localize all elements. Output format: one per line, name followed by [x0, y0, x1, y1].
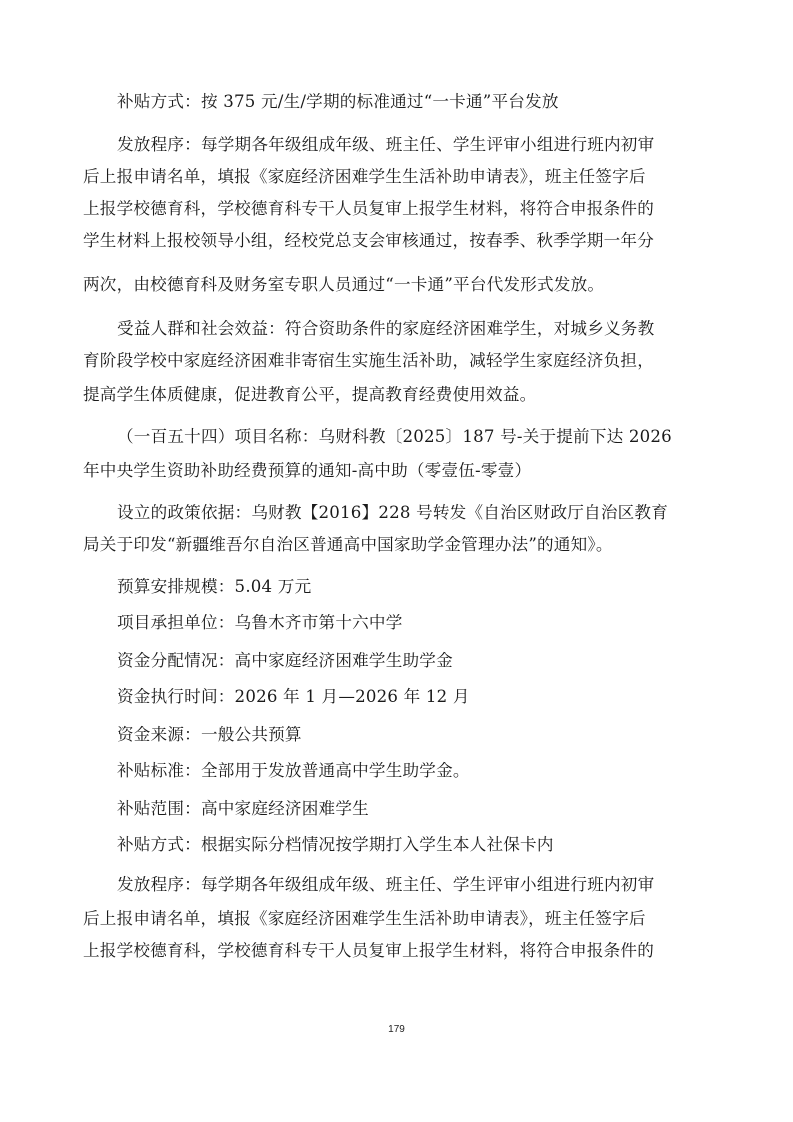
text-line: 预算安排规模：5.04 万元	[117, 577, 312, 596]
text-line: 提高学生体质健康，促进教育公平，提高教育经费使用效益。	[83, 385, 537, 404]
text-line: 补贴方式：根据实际分档情况按学期打入学生本人社保卡内	[117, 835, 554, 854]
text-line: 育阶段学校中家庭经济困难非寄宿生实施生活补助，减轻学生家庭经济负担，	[83, 351, 654, 370]
text-line: 补贴方式：按 375 元/生/学期的标准通过“一卡通”平台发放	[117, 92, 559, 111]
text-line: 学生材料上报校领导小组，经校党总支会审核通过，按春季、秋季学期一年分	[83, 231, 654, 250]
text-line: （一百五十四）项目名称：乌财科教〔2025〕187 号-关于提前下达 2026	[117, 427, 672, 446]
text-line: 后上报申请名单，填报《家庭经济困难学生生活补助申请表》，班主任签字后	[83, 167, 646, 186]
text-line: 年中央学生资助补助经费预算的通知-高中助（零壹伍-零壹）	[83, 461, 532, 480]
text-line: 补贴标准：全部用于发放普通高中学生助学金。	[117, 761, 470, 780]
text-line: 补贴范围：高中家庭经济困难学生	[117, 799, 369, 818]
text-line: 发放程序：每学期各年级组成年级、班主任、学生评审小组进行班内初审	[117, 135, 655, 154]
text-line: 资金执行时间：2026 年 1 月—2026 年 12 月	[117, 687, 470, 706]
text-line: 资金来源：一般公共预算	[117, 725, 302, 744]
text-line: 两次，由校德育科及财务室专职人员通过“一卡通”平台代发形式发放。	[83, 275, 605, 294]
text-line: 资金分配情况：高中家庭经济困难学生助学金	[117, 651, 453, 670]
text-line: 上报学校德育科，学校德育科专干人员复审上报学生材料，将符合申报条件的	[83, 941, 654, 960]
text-line: 发放程序：每学期各年级组成年级、班主任、学生评审小组进行班内初审	[117, 875, 655, 894]
text-line: 设立的政策依据：乌财教【2016】228 号转发《自治区财政厅自治区教育	[117, 503, 668, 522]
page-number: 179	[388, 1024, 405, 1035]
text-line: 局关于印发“新疆维吾尔自治区普通高中国家助学金管理办法”的通知》。	[83, 535, 613, 554]
text-line: 后上报申请名单，填报《家庭经济困难学生生活补助申请表》，班主任签字后	[83, 909, 646, 928]
text-line: 项目承担单位：乌鲁木齐市第十六中学	[117, 613, 403, 632]
text-line: 上报学校德育科，学校德育科专干人员复审上报学生材料，将符合申报条件的	[83, 199, 654, 218]
text-line: 受益人群和社会效益：符合资助条件的家庭经济困难学生，对城乡义务教	[117, 319, 655, 338]
